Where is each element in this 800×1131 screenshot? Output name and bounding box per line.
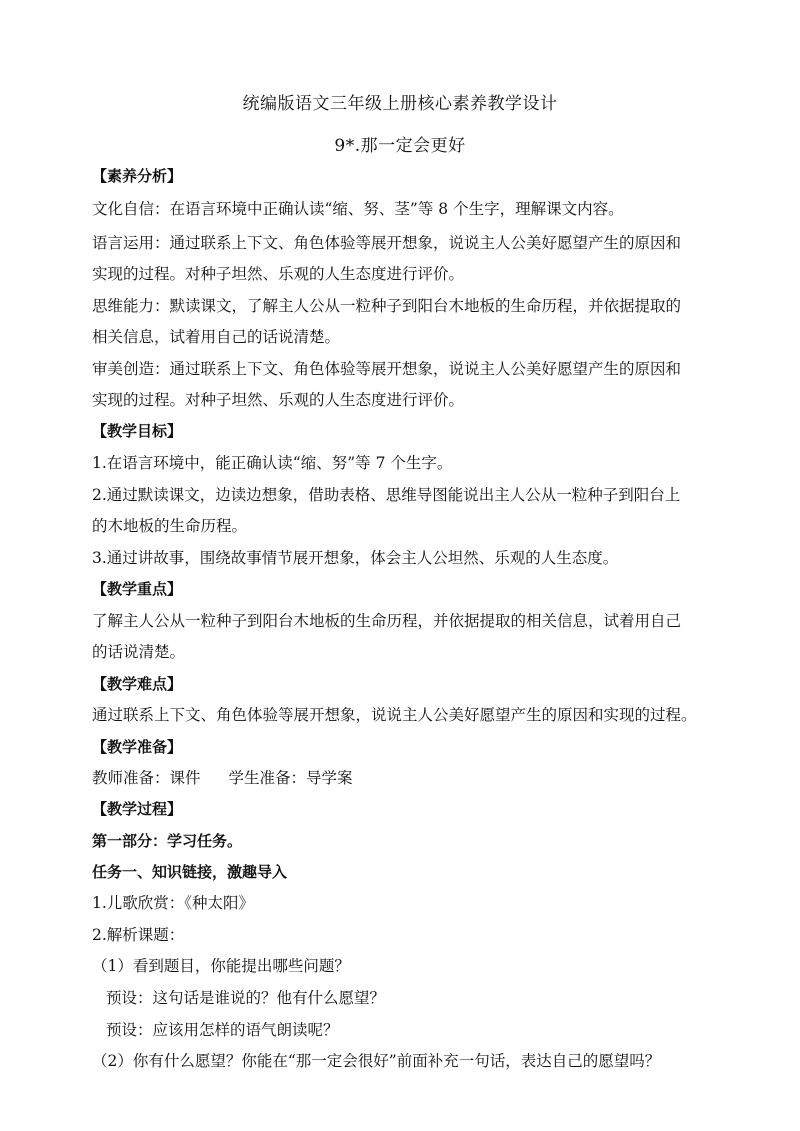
student-preparation: 学生准备：导学案 xyxy=(228,769,353,787)
literacy-thinking-line2: 相关信息，试着用自己的话说清楚。 xyxy=(92,328,341,346)
process-heading: 【教学过程】 xyxy=(92,800,183,818)
goal-2-line2: 的木地板的生命历程。 xyxy=(92,517,248,535)
question-1: （1）看到题目，你能提出哪些问题？ xyxy=(92,957,350,975)
key-points-line1: 了解主人公从一粒种子到阳台木地板的生命历程，并依据提取的相关信息，试着用自己 xyxy=(92,612,682,630)
literacy-language-line1: 语言运用：通过联系上下文、角色体验等展开想象，说说主人公美好愿望产生的原因和 xyxy=(92,234,682,252)
difficult-points-heading: 【教学难点】 xyxy=(92,675,183,693)
teacher-preparation: 教师准备：课件 xyxy=(92,769,201,787)
literacy-language-line2: 实现的过程。对种子坦然、乐观的人生态度进行评价。 xyxy=(92,265,465,283)
task-one: 任务一、知识链接，激趣导入 xyxy=(92,863,288,881)
step-2: 2.解析课题： xyxy=(92,926,185,944)
key-points-heading: 【教学重点】 xyxy=(92,580,183,598)
preparation-heading: 【教学准备】 xyxy=(92,738,183,756)
literacy-thinking-line1: 思维能力：默读课文，了解主人公从一粒种子到阳台木地板的生命历程，并依据提取的 xyxy=(92,297,682,315)
literacy-aesthetic-line1: 审美创造：通过联系上下文、角色体验等展开想象，说说主人公美好愿望产生的原因和 xyxy=(92,360,682,378)
literacy-cultural: 文化自信：在语言环境中正确认读“缩、努、茎”等 8 个生字，理解课文内容。 xyxy=(92,200,624,218)
preset-1: 预设：这句话是谁说的？他有什么愿望？ xyxy=(106,989,386,1007)
difficult-points: 通过联系上下文、角色体验等展开想象，说说主人公美好愿望产生的原因和实现的过程。 xyxy=(92,706,697,724)
document-title: 统编版语文三年级上册核心素养教学设计 xyxy=(242,94,558,114)
part-one: 第一部分：学习任务。 xyxy=(92,832,243,850)
goals-heading: 【教学目标】 xyxy=(92,422,183,440)
preparation-line xyxy=(92,768,732,788)
key-points-line2: 的话说清楚。 xyxy=(92,643,186,661)
preset-2: 预设：应该用怎样的语气朗读呢？ xyxy=(106,1021,339,1039)
literacy-heading: 【素养分析】 xyxy=(92,167,183,185)
goal-2-line1: 2.通过默读课文，边读边想象，借助表格、思维导图能说出主人公从一粒种子到阳台上 xyxy=(92,486,681,504)
question-2: （2）你有什么愿望？你能在“那一定会很好”前面补充一句话，表达自己的愿望吗？ xyxy=(92,1052,661,1070)
goal-1: 1.在语言环境中，能正确认读“缩、努”等 7 个生字。 xyxy=(92,454,453,472)
step-1: 1.儿歌欣赏：《种太阳》 xyxy=(92,894,255,912)
lesson-title: 9*.那一定会更好 xyxy=(334,136,466,156)
goal-3: 3.通过讲故事，围绕故事情节展开想象，体会主人公坦然、乐观的人生态度。 xyxy=(92,549,619,567)
literacy-aesthetic-line2: 实现的过程。对种子坦然、乐观的人生态度进行评价。 xyxy=(92,391,465,409)
